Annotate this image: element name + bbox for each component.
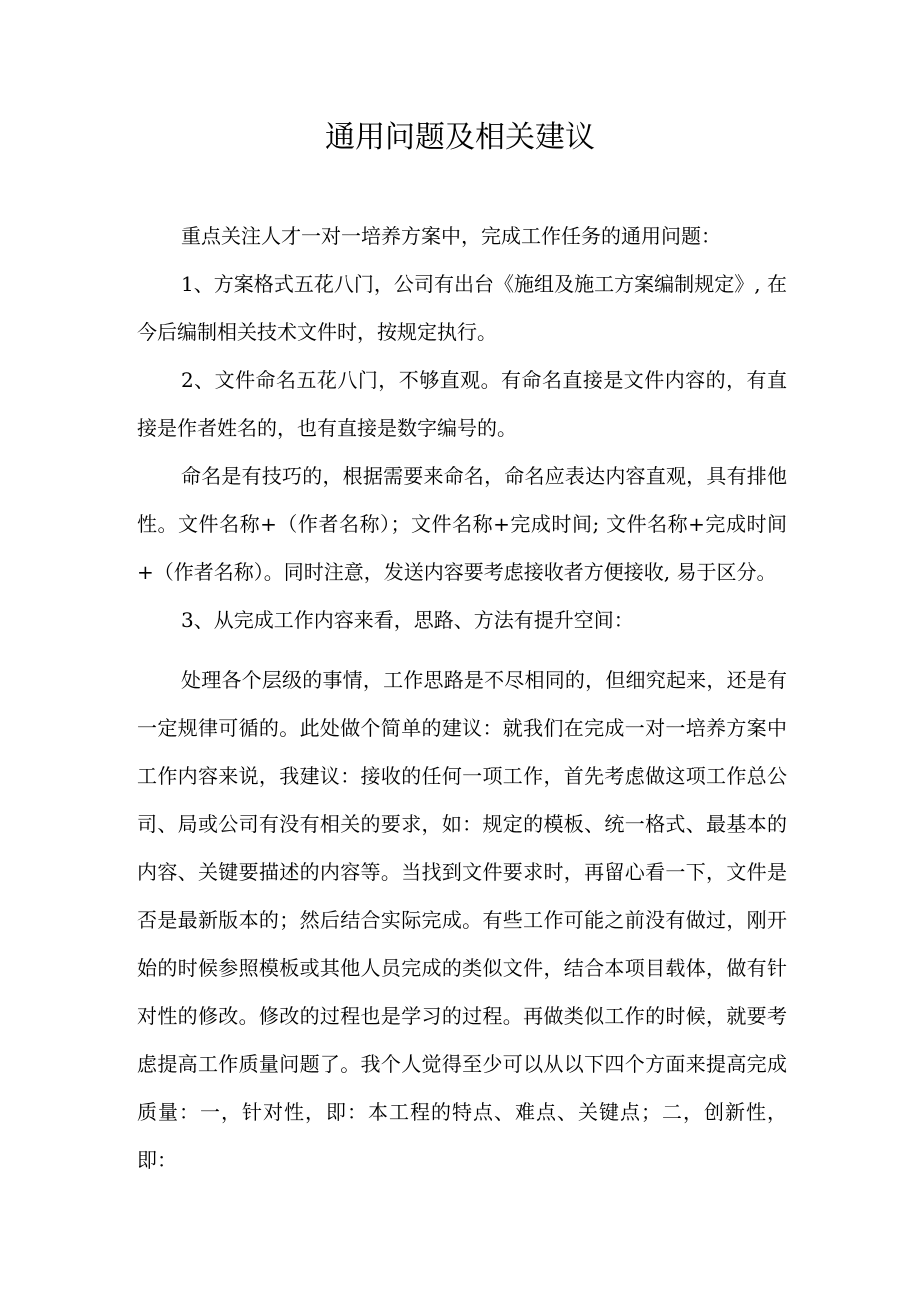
paragraph-item-2: 2、文件命名五花八门，不够直观。有命名直接是文件内容的，有直接是作者姓名的，也有直接是数字编号的。: [137, 368, 787, 440]
paragraph-item-3: 3、从完成工作内容来看，思路、方法有提升空间：: [181, 608, 634, 632]
paragraph-intro: 重点关注人才一对一培养方案中，完成工作任务的通用问题：: [181, 224, 721, 248]
paragraph-item-1: 1、方案格式五花八门，公司有出台《施组及施工方案编制规定》, 在今后编制相关技术文件时，按规定执行。: [137, 272, 787, 344]
paragraph-suggestion: 处理各个层级的事情，工作思路是不尽相同的，但细究起来，还是有一定规律可循的。此处做个简单的建议：就我们在完成一对一培养方案中工作内容来说，我建议：接收的任何一项工作，首先考虑做这项工作总公司、局或公司有没有相关的要求，如：规定的模板、统一格式、最基本的内容、关键要描述的内容等。当找到文件要求时，再留心看一下，文件是否是最新版本的；然后结合实际完成。有些工作可能之前没有做过，刚开始的时候参照模板或其他人员完成的类似文件，结合本项目载体，做有针对性的修改。修改的过程也是学习的过程。再做类似工作的时候，就要考虑提高工作质量问题了。我个人觉得至少可以从以下四个方面来提高完成质量：一，针对性，即：本工程的特点、难点、关键点；二，创新性，即：: [137, 668, 787, 1172]
paragraph-naming-tips: 命名是有技巧的，根据需要来命名，命名应表达内容直观，具有排他性。文件名称+（作者名称）；文件名称+完成时间; 文件名称+完成时间+（作者名称）。同时注意，发送内容要考虑接收者方便接收, 易于区分。: [137, 464, 787, 584]
document-body: [137, 212, 787, 1184]
document-title: 通用问题及相关建议: [325, 120, 595, 155]
